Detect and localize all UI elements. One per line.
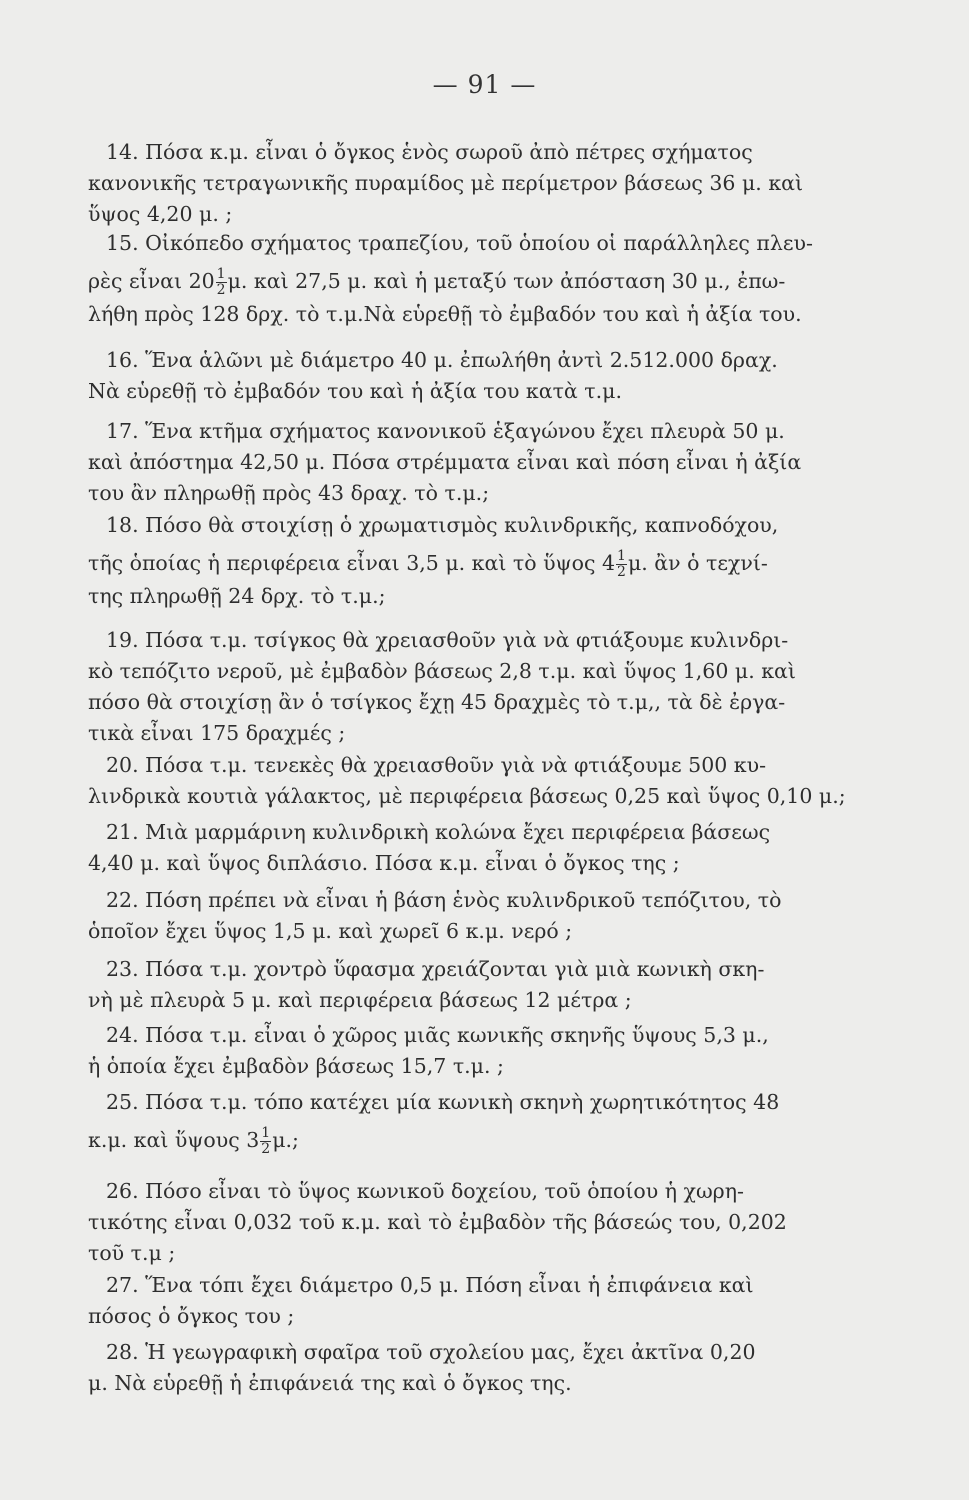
problem-21: [88, 817, 884, 879]
problem-line: λήθη πρὸς 128 δρχ. τὸ τ.μ.Νὰ εὑρεθῇ τὸ ἐμβαδόν του καὶ ἡ ἀξία του.: [88, 302, 802, 326]
problem-line: της πληρωθῇ 24 δρχ. τὸ τ.μ.;: [88, 584, 386, 608]
problem-line: τικότης εἶναι 0,032 τοῦ κ.μ. καὶ τὸ ἐμβαδὸν τῆς βάσεώς του, 0,202: [88, 1210, 787, 1234]
fraction: [616, 549, 627, 580]
problem-line: 25. Πόσα τ.μ. τόπο κατέχει μία κωνικὴ σκηνὴ χωρητικότητος 48: [106, 1090, 780, 1114]
problem-line-with-fraction: [88, 541, 884, 581]
text-after-fraction: μ. ἂν ὁ τεχνί-: [627, 551, 768, 575]
problem-line: πόσος ὁ ὄγκος του ;: [88, 1304, 295, 1328]
problem-line: καὶ ἀπόστημα 42,50 μ. Πόσα στρέμματα εἶναι καὶ πόση εἶναι ἡ ἀξία: [88, 450, 802, 474]
problem-line: λινδρικὰ κουτιὰ γάλακτος, μὲ περιφέρεια βάσεως 0,25 καὶ ὕψος 0,10 μ.;: [88, 784, 846, 808]
fraction-numerator: 1: [261, 1125, 271, 1141]
problem-line: τοῦ τ.μ ;: [88, 1241, 176, 1265]
fraction-denominator: 2: [216, 282, 226, 298]
problem-27: [88, 1270, 884, 1332]
problem-line: 20. Πόσα τ.μ. τενεκὲς θὰ χρειασθοῦν γιὰ νὰ φτιάξουμε 500 κυ-: [106, 753, 767, 777]
fraction-denominator: 2: [617, 564, 626, 580]
problem-line: νὴ μὲ πλευρὰ 5 μ. καὶ περιφέρεια βάσεως 12 μέτρα ;: [88, 988, 632, 1012]
problem-line: 15. Οἰκόπεδο σχήματος τραπεζίου, τοῦ ὁποίου οἱ παράλληλες πλευ-: [106, 231, 813, 255]
problem-line: 14. Πόσα κ.μ. εἶναι ὁ ὄγκος ἑνὸς σωροῦ ἀπὸ πέτρες σχήματος: [106, 140, 753, 164]
problem-line: 23. Πόσα τ.μ. χοντρὸ ὕφασμα χρειάζονται γιὰ μιὰ κωνικὴ σκη-: [106, 957, 765, 981]
problem-18: [88, 510, 884, 612]
fraction: [216, 267, 227, 298]
text-after-fraction: μ.;: [272, 1128, 299, 1152]
text-after-fraction: μ. καὶ 27,5 μ. καὶ ἡ μεταξύ των ἀπόσταση 30 μ., ἐπω-: [227, 269, 786, 293]
problem-line: 22. Πόση πρέπει νὰ εἶναι ἡ βάση ἑνὸς κυλινδρικοῦ τεπόζιτου, τὸ: [106, 888, 782, 912]
problem-line: 17. Ἕνα κτῆμα σχήματος κανονικοῦ ἑξαγώνου ἔχει πλευρὰ 50 μ.: [106, 419, 785, 443]
problem-line: 4,40 μ. καὶ ὕψος διπλάσιο. Πόσα κ.μ. εἶναι ὁ ὄγκος της ;: [88, 851, 680, 875]
problem-20: [88, 750, 884, 812]
problem-line: μ. Νὰ εὑρεθῇ ἡ ἐπιφάνειά της καὶ ὁ ὄγκος της.: [88, 1371, 572, 1395]
problem-14: [88, 137, 884, 230]
problem-line: 26. Πόσο εἶναι τὸ ὕψος κωνικοῦ δοχείου, τοῦ ὁποίου ἡ χωρη-: [106, 1179, 744, 1203]
text-before-fraction: κ.μ. καὶ ὕψους 3: [88, 1128, 260, 1152]
fraction-numerator: 1: [216, 266, 226, 282]
fraction-numerator: 1: [617, 548, 626, 564]
problem-24: [88, 1020, 884, 1082]
problem-line: κανονικῆς τετραγωνικῆς πυραμίδος μὲ περίμετρον βάσεως 36 μ. καὶ: [88, 171, 804, 195]
problem-line: 19. Πόσα τ.μ. τσίγκος θὰ χρειασθοῦν γιὰ νὰ φτιάξουμε κυλινδρι-: [106, 628, 789, 652]
problem-line: Νὰ εὑρεθῇ τὸ ἐμβαδόν του καὶ ἡ ἀξία του κατὰ τ.μ.: [88, 379, 622, 403]
problem-16: [88, 345, 884, 407]
problem-line: ὕψος 4,20 μ. ;: [88, 202, 233, 226]
problem-25: [88, 1087, 884, 1158]
problem-line: 24. Πόσα τ.μ. εἶναι ὁ χῶρος μιᾶς κωνικῆς σκηνῆς ὕψους 5,3 μ.,: [106, 1023, 769, 1047]
problem-19: [88, 625, 884, 749]
problem-line: πόσο θὰ στοιχίσῃ ἂν ὁ τσίγκος ἔχῃ 45 δραχμὲς τὸ τ.μ,, τὰ δὲ ἐργα-: [88, 690, 786, 714]
fraction-denominator: 2: [261, 1141, 271, 1157]
problem-line: 16. Ἕνα ἁλῶνι μὲ διάμετρο 40 μ. ἐπωλήθη ἀντὶ 2.512.000 δραχ.: [106, 348, 778, 372]
problem-23: [88, 954, 884, 1016]
problem-line: κὸ τεπόζιτο νεροῦ, μὲ ἐμβαδὸν βάσεως 2,8 τ.μ. καὶ ὕψος 1,60 μ. καὶ: [88, 659, 796, 683]
text-before-fraction: τῆς ὁποίας ἡ περιφέρεια εἶναι 3,5 μ. καὶ τὸ ὕψος 4: [88, 551, 616, 575]
problem-line: ὁποῖον ἔχει ὕψος 1,5 μ. καὶ χωρεῖ 6 κ.μ. νερό ;: [88, 919, 573, 943]
problem-line-with-fraction: [88, 1118, 884, 1158]
problem-line: τικὰ εἶναι 175 δραχμές ;: [88, 721, 346, 745]
text-before-fraction: ρὲς εἶναι 20: [88, 269, 215, 293]
problem-15: [88, 228, 884, 330]
problem-28: [88, 1337, 884, 1399]
problem-line: ἡ ὁποία ἔχει ἐμβαδὸν βάσεως 15,7 τ.μ. ;: [88, 1054, 504, 1078]
problem-17: [88, 416, 884, 509]
problem-26: [88, 1176, 884, 1269]
page-number: — 91 —: [432, 70, 537, 99]
problem-22: [88, 885, 884, 947]
problem-line: 27. Ἕνα τόπι ἔχει διάμετρο 0,5 μ. Πόση εἶναι ἡ ἐπιφάνεια καὶ: [106, 1273, 754, 1297]
fraction: [260, 1126, 271, 1157]
problem-line: 21. Μιὰ μαρμάρινη κυλινδρικὴ κολώνα ἔχει περιφέρεια βάσεως: [106, 820, 771, 844]
problem-line: 18. Πόσο θὰ στοιχίσῃ ὁ χρωματισμὸς κυλινδρικῆς, καπνοδόχου,: [106, 513, 779, 537]
problem-line: 28. Ἡ γεωγραφικὴ σφαῖρα τοῦ σχολείου μας, ἔχει ἀκτῖνα 0,20: [106, 1340, 756, 1364]
problem-line: του ἂν πληρωθῇ πρὸς 43 δραχ. τὸ τ.μ.;: [88, 481, 490, 505]
problem-line-with-fraction: [88, 259, 884, 299]
